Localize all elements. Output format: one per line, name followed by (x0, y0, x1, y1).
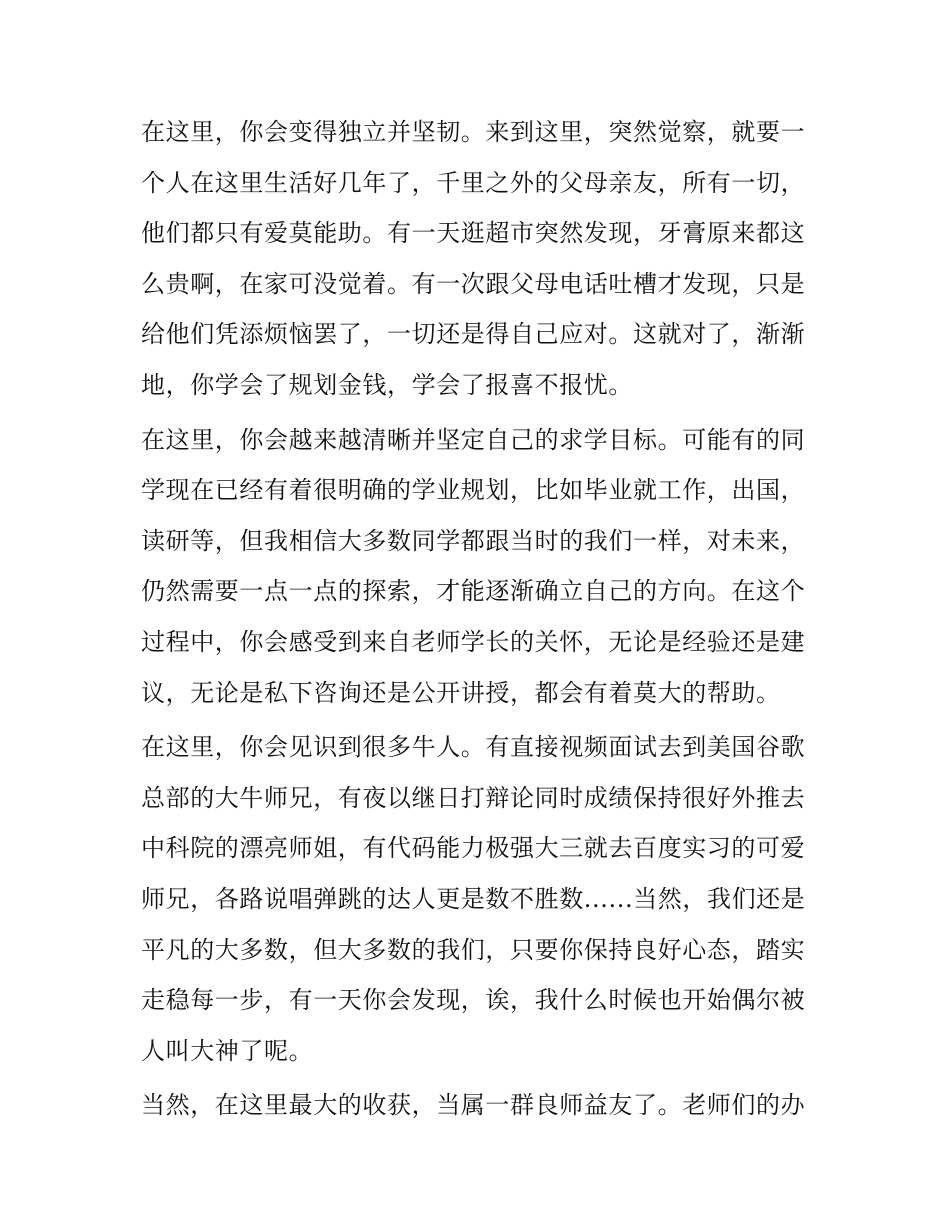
text-line: 当然，在这里最大的收获，当属一群良师益友了。老师们的办 (141, 1091, 806, 1120)
text-line: 在这里，你会见识到很多牛人。有直接视频面试去到美国谷歌 (141, 733, 806, 762)
text-line: 过程中，你会感受到来自老师学长的关怀，无论是经验还是建 (141, 627, 806, 656)
text-line: 个人在这里生活好几年了，千里之外的父母亲友，所有一切， (141, 168, 806, 197)
text-line: 在这里，你会变得独立并坚韧。来到这里，突然觉察，就要一 (141, 118, 806, 146)
text-line: 学现在已经有着很明确的学业规划，比如毕业就工作，出国， (141, 476, 806, 505)
text-line: 么贵啊，在家可没觉着。有一次跟父母电话吐槽才发现，只是 (141, 269, 806, 298)
text-line: 走稳每一步，有一天你会发现，诶，我什么时候也开始偶尔被 (141, 986, 806, 1015)
text-line: 读研等，但我相信大多数同学都跟当时的我们一样，对未来， (141, 526, 806, 555)
text-line: 平凡的大多数，但大多数的我们，只要你保持良好心态，踏实 (141, 935, 806, 964)
text-line: 他们都只有爱莫能助。有一天逛超市突然发现，牙膏原来都这 (141, 219, 806, 248)
text-line: 仍然需要一点一点的探索，才能逐渐确立自己的方向。在这个 (141, 577, 806, 606)
text-line: 中科院的漂亮师姐，有代码能力极强大三就去百度实习的可爱 (141, 834, 806, 863)
paragraph-study-goals (141, 415, 811, 719)
text-line: 在这里，你会越来越清晰并坚定自己的求学目标。可能有的同 (141, 425, 806, 454)
text-line: 总部的大牛师兄，有夜以继日打辩论同时成绩保持很好外推去 (141, 783, 806, 812)
text-line: 议，无论是私下咨询还是公开讲授，都会有着莫大的帮助。 (141, 678, 781, 707)
paragraph-independence (141, 107, 811, 411)
paragraph-mentors-friends (141, 1080, 811, 1131)
text-line: 给他们凭添烦恼罢了，一切还是得自己应对。这就对了，渐渐 (141, 320, 806, 349)
text-line: 人叫大神了呢。 (141, 1036, 314, 1065)
paragraph-talented-people (141, 722, 811, 1076)
text-line: 地，你学会了规划金钱，学会了报喜不报忧。 (141, 370, 633, 399)
text-line: 师兄，各路说唱弹跳的达人更是数不胜数......当然，我们还是 (141, 884, 806, 913)
document-body (141, 107, 811, 1131)
